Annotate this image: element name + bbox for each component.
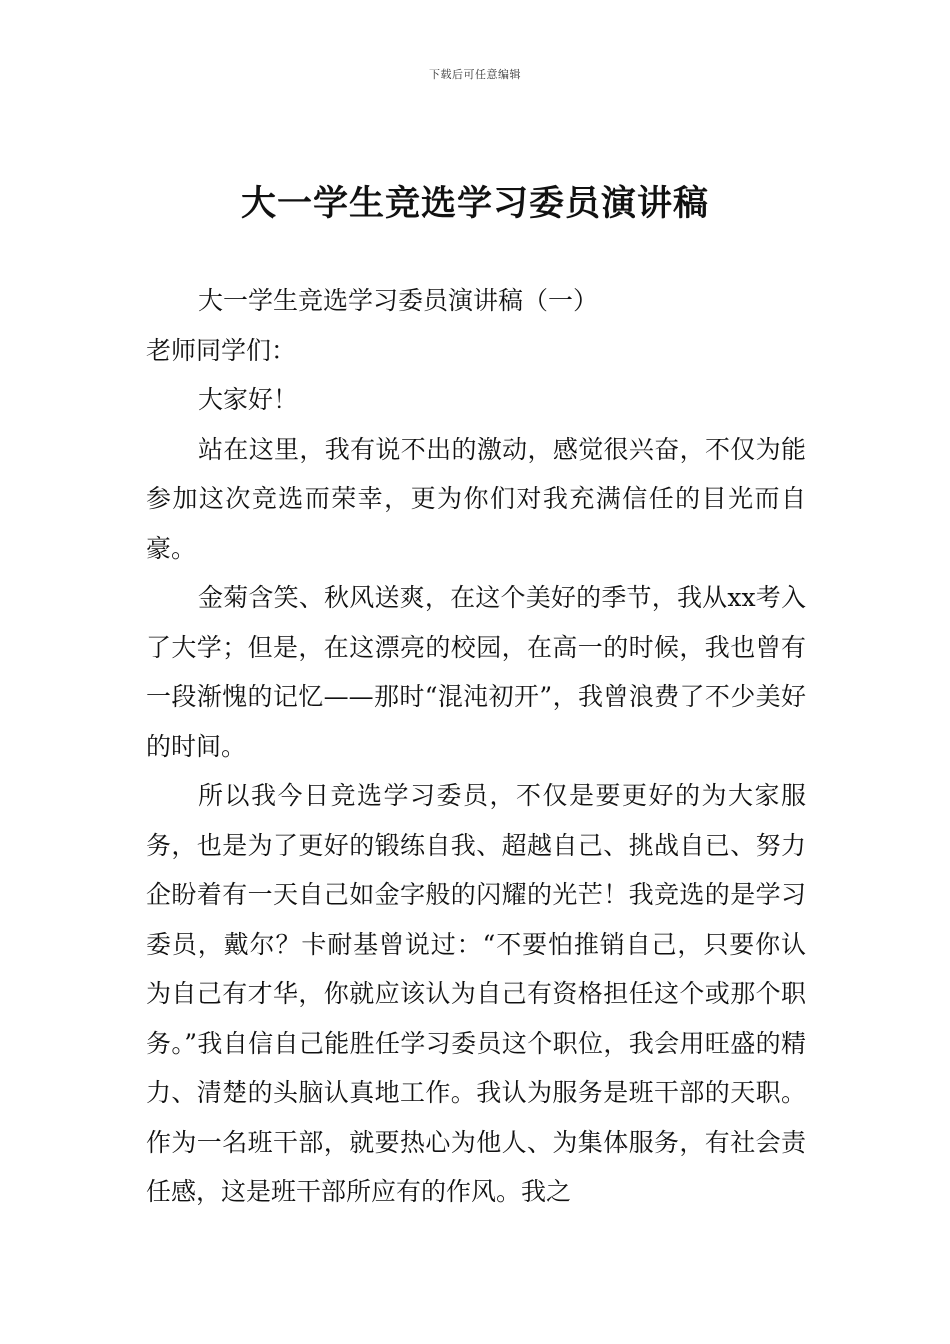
document-body xyxy=(146,276,806,1217)
section-subtitle: 大一学生竞选学习委员演讲稿（一） xyxy=(198,286,599,315)
paragraph-1: 站在这里，我有说不出的激动，感觉很兴奋，不仅为能参加这次竞选而荣幸，更为你们对我充满信任的目光而自豪。 xyxy=(146,434,806,563)
salutation: 老师同学们： xyxy=(146,335,297,365)
paragraph-3: 所以我今日竞选学习委员，不仅是要更好的为大家服务，也是为了更好的锻练自我、超越自己、挑战自已、努力企盼着有一天自己如金字般的闪耀的光芒！我竞选的是学习委员，戴尔？卡耐基曾说过：“不要怕推销自己，只要你认为自己有才华，你就应该认为自己有资格担任这个或那个职务。”我自信自己能胜任学习委员这个职位，我会用旺盛的精力、清楚的头脑认真地工作。我认为服务是班干部的天职。作为一名班干部，就要热心为他人、为集体服务，有社会责任感，这是班干部所应有的作风。我之 xyxy=(146,781,806,1206)
paragraph-2: 金菊含笑、秋风送爽，在这个美好的季节，我从xx考入了大学；但是，在这漂亮的校园，在高一的时候，我也曾有一段渐愧的记忆——那时“混沌初开”，我曾浪费了不少美好的时间。 xyxy=(146,583,806,761)
document-title: 大一学生竞选学习委员演讲稿 xyxy=(240,184,709,224)
header-note: 下载后可任意编辑 xyxy=(429,68,521,81)
greeting: 大家好！ xyxy=(198,385,299,414)
